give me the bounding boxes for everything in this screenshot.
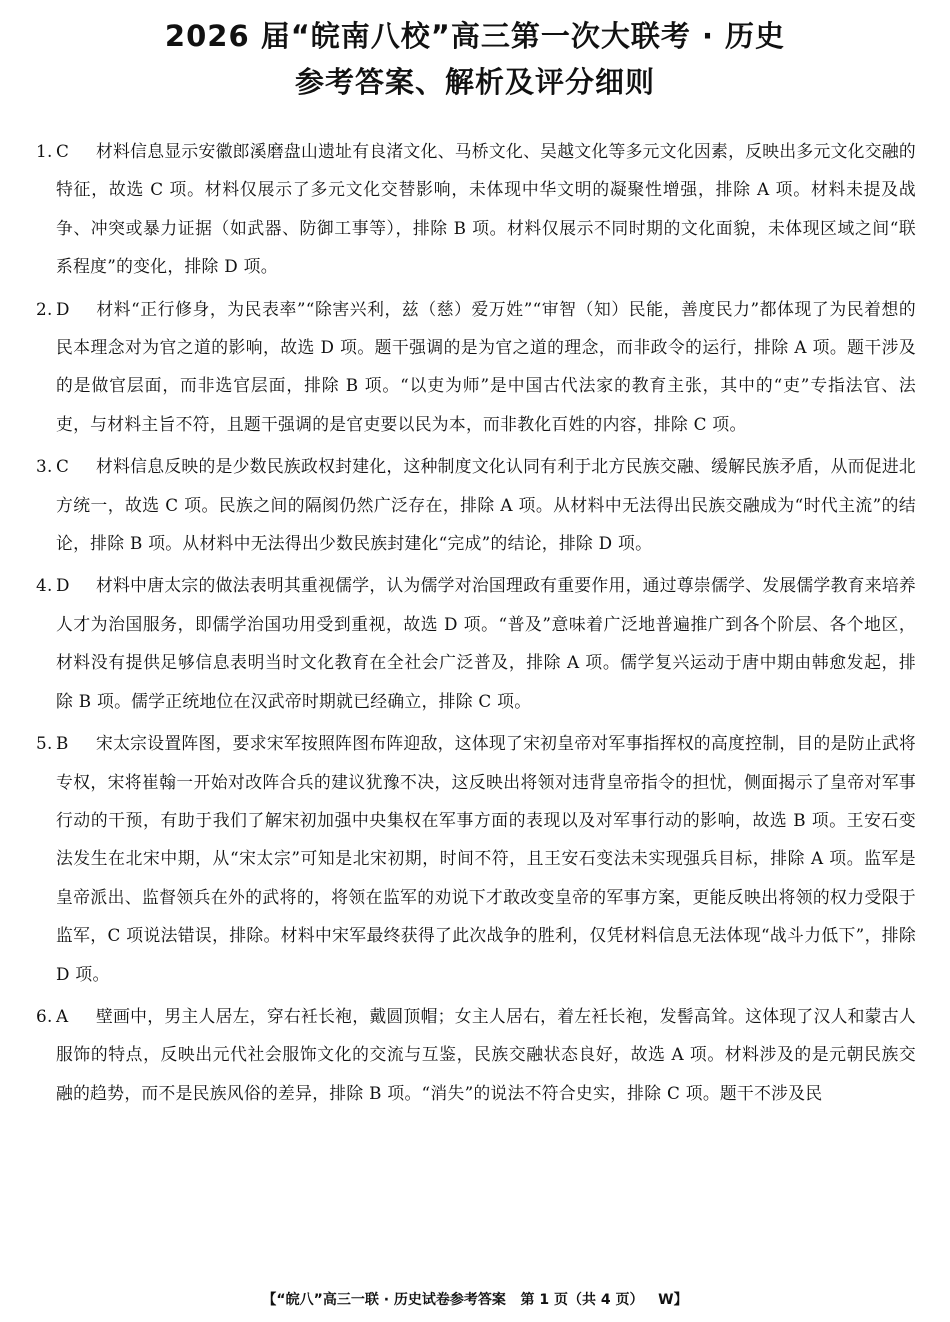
answer-explanation: 壁画中，男主人居左，穿右衽长袍，戴圆顶帽；女主人居右，着左衽长袍，发髻高耸。这体现了汉人和蒙古人服饰的特点，反映出元代社会服饰文化的交流与互鉴，民族交融状态良好，故选 A 项。材料涉及的是元朝民族交融的趋势，而不是民族风俗的差异，排除 B 项。“消失”的说法不符合史实，排除 C 项。题干不涉及民 [56, 1005, 916, 1103]
answer-item-6 [36, 997, 916, 1112]
answer-explanation: 宋太宗设置阵图，要求宋军按照阵图布阵迎敌，这体现了宋初皇帝对军事指挥权的高度控制，目的是防止武将专权，宋将崔翰一开始对改阵合兵的建议犹豫不决，这反映出将领对违背皇帝指令的担忧，侧面揭示了皇帝对军事行动的干预，有助于我们了解宋初加强中央集权在军事方面的表现以及对军事行动的影响，故选 B 项。王安石变法发生在北宋中期，从“宋太宗”可知是北宋初期，时间不符，且王安石变法未实现强兵目标，排除 A 项。监军是皇帝派出、监督领兵在外的武将的，将领在监军的劝说下才敢改变皇帝的军事方案，更能反映出将领的权力受限于监军，C 项说法错误，排除。材料中宋军最终获得了此次战争的胜利，仅凭材料信息无法体现“战斗力低下”，排除 D 项。 [56, 733, 916, 984]
answer-number: 5. [36, 733, 53, 754]
answer-number: 2. [36, 298, 53, 319]
answer-number: 4. [36, 575, 53, 596]
answer-number: 1. [36, 141, 53, 161]
answer-option: A [56, 1005, 69, 1026]
answer-item-5 [36, 724, 916, 993]
answer-number: 3. [36, 456, 53, 477]
document-subtitle: 参考答案、解析及评分细则 [294, 65, 655, 99]
answer-option: D [56, 575, 70, 596]
footer-code: W】 [658, 1292, 688, 1308]
answer-explanation: 材料信息显示安徽郎溪磨盘山遗址有良渚文化、马桥文化、吴越文化等多元文化因素，反映出多元文化交融的特征，故选 C 项。材料仅展示了多元文化交替影响，未体现中华文明的凝聚性增强，排除 A 项。材料未提及战争、冲突或暴力证据（如武器、防御工事等），排除 B 项。材料仅展示不同时期的文化面貌，未体现区域之间“联系程度”的变化，排除 D 项。 [56, 141, 916, 277]
answer-item-3 [36, 447, 916, 562]
answer-explanation: 材料信息反映的是少数民族政权封建化，这种制度文化认同有利于北方民族交融、缓解民族矛盾，从而促进北方统一，故选 C 项。民族之间的隔阂仍然广泛存在，排除 A 项。从材料中无法得出民族交融成为“时代主流”的结论，排除 B 项。从材料中无法得出少数民族封建化“完成”的结论，排除 D 项。 [56, 456, 916, 554]
answer-explanation: 材料中唐太宗的做法表明其重视儒学，认为儒学对治国理政有重要作用，通过尊崇儒学、发展儒学教育来培养人才为治国服务，即儒学治国功用受到重视，故选 D 项。“普及”意味着广泛地普遍推广到各个阶层、各个地区，材料没有提供足够信息表明当时文化教育在全社会广泛普及，排除 A 项。儒学复兴运动于唐中期由韩愈发起，排除 B 项。儒学正统地位在汉武帝时期就已经确立，排除 C 项。 [56, 575, 916, 711]
answer-option: B [56, 733, 69, 754]
answer-option: D [56, 298, 70, 319]
answer-option: C [56, 141, 70, 161]
footer-page-number: 第 1 页（共 4 页） [520, 1292, 644, 1308]
page-footer [0, 1290, 950, 1310]
answer-option: C [56, 456, 70, 477]
document-title: 2026 届“皖南八校”高三第一次大联考 · 历史 [164, 19, 786, 53]
answer-explanation: 材料“正行修身，为民表率”“除害兴利，兹（慈）爱万姓”“审智（知）民能，善度民力”都体现了为民着想的民本理念对为官之道的影响，故选 D 项。题干强调的是为官之道的理念，而非政令的运行，排除 A 项。题干涉及的是做官层面，而非选官层面，排除 B 项。“以吏为师”是中国古代法家的教育主张，其中的“吏”专指法官、法吏，与材料主旨不符，且题干强调的是官吏要以民为本，而非教化百姓的内容，排除 C 项。 [56, 298, 916, 434]
answer-list [36, 132, 916, 1116]
answer-item-4 [36, 566, 916, 720]
answer-item-2 [36, 290, 916, 444]
footer-exam-label: 【“皖八”高三一联 · 历史试卷参考答案 [262, 1292, 506, 1308]
answer-number: 6. [36, 1005, 53, 1026]
answer-item-1 [36, 132, 916, 286]
